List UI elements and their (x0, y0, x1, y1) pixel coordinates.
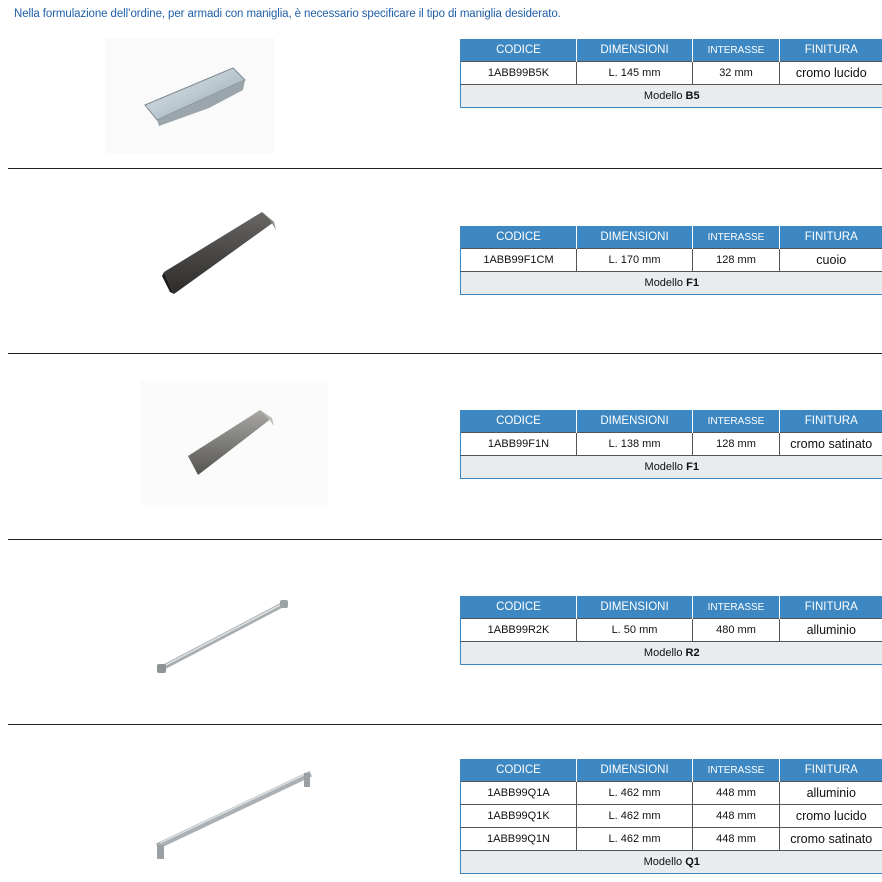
spec-table-b5 (460, 39, 882, 108)
spec-table-f1-satin (460, 410, 882, 479)
cell-finish: cromo lucido (780, 62, 882, 85)
table-header (461, 39, 882, 62)
cell-code: 1ABB99R2K (461, 619, 577, 642)
cell-finish: alluminio (780, 619, 882, 642)
spec-table-q1 (460, 759, 882, 874)
model-row (461, 85, 882, 108)
model-cell (461, 85, 882, 108)
cell-interasse: 128 mm (693, 249, 780, 272)
header-dimensioni: DIMENSIONI (577, 596, 693, 619)
header-finitura: FINITURA (780, 596, 882, 619)
header-finitura: FINITURA (780, 39, 882, 62)
model-cell (461, 272, 882, 295)
cell-dimension: L. 145 mm (577, 62, 693, 85)
header-codice: CODICE (461, 226, 577, 249)
handle-b5-image (105, 38, 275, 153)
model-name: R2 (685, 647, 700, 659)
table-row (461, 62, 882, 85)
table-row (461, 805, 882, 828)
model-label: Modello (644, 461, 684, 473)
table-row (461, 828, 882, 851)
header-interasse: INTERASSE (693, 39, 780, 62)
table-header (461, 596, 882, 619)
table-header (461, 226, 882, 249)
cell-interasse: 448 mm (693, 828, 780, 851)
cell-code: 1ABB99F1CM (461, 249, 577, 272)
cell-dimension: L. 170 mm (577, 249, 693, 272)
model-row (461, 851, 882, 874)
cell-interasse: 448 mm (693, 805, 780, 828)
cell-code: 1ABB99Q1A (461, 782, 577, 805)
spec-table-r2 (460, 596, 882, 665)
intro-text: Nella formulazione dell’ordine, per armadi con maniglia, è necessario specificare il tipo di maniglia desiderato. (14, 8, 561, 20)
cell-dimension: L. 462 mm (577, 782, 693, 805)
model-row (461, 272, 882, 295)
cell-code: 1ABB99B5K (461, 62, 577, 85)
model-row (461, 456, 882, 479)
handle-f1-leather-image (150, 200, 290, 300)
table-row (461, 782, 882, 805)
divider (8, 353, 882, 354)
cell-dimension: L. 50 mm (577, 619, 693, 642)
header-finitura: FINITURA (780, 226, 882, 249)
header-codice: CODICE (461, 759, 577, 782)
table-row (461, 619, 882, 642)
model-name: Q1 (685, 856, 700, 868)
cell-interasse: 448 mm (693, 782, 780, 805)
model-name: B5 (685, 90, 700, 102)
model-label: Modello (643, 647, 683, 659)
divider (8, 168, 882, 169)
header-codice: CODICE (461, 596, 577, 619)
cell-finish: cromo lucido (780, 805, 882, 828)
model-cell (461, 642, 882, 665)
divider (8, 724, 882, 725)
cell-finish: cuoio (780, 249, 882, 272)
header-interasse: INTERASSE (693, 759, 780, 782)
cell-code: 1ABB99Q1K (461, 805, 577, 828)
table-header (461, 759, 882, 782)
header-finitura: FINITURA (780, 759, 882, 782)
cell-finish: cromo satinato (780, 433, 882, 456)
header-interasse: INTERASSE (693, 596, 780, 619)
cell-interasse: 480 mm (693, 619, 780, 642)
header-dimensioni: DIMENSIONI (577, 39, 693, 62)
model-label: Modello (643, 856, 683, 868)
header-interasse: INTERASSE (693, 226, 780, 249)
cell-interasse: 128 mm (693, 433, 780, 456)
table-row (461, 249, 882, 272)
handle-r2-image (150, 590, 300, 685)
model-row (461, 642, 882, 665)
header-dimensioni: DIMENSIONI (577, 410, 693, 433)
cell-interasse: 32 mm (693, 62, 780, 85)
cell-code: 1ABB99Q1N (461, 828, 577, 851)
handle-f1-satin-image (140, 380, 328, 505)
cell-dimension: L. 462 mm (577, 828, 693, 851)
model-label: Modello (643, 90, 683, 102)
header-dimensioni: DIMENSIONI (577, 759, 693, 782)
handle-q1-image (150, 765, 320, 870)
cell-dimension: L. 138 mm (577, 433, 693, 456)
header-finitura: FINITURA (780, 410, 882, 433)
model-label: Modello (644, 277, 684, 289)
header-codice: CODICE (461, 410, 577, 433)
table-row (461, 433, 882, 456)
table-header (461, 410, 882, 433)
spec-table-f1-leather (460, 226, 882, 295)
cell-finish: alluminio (780, 782, 882, 805)
header-codice: CODICE (461, 39, 577, 62)
model-cell (461, 851, 882, 874)
header-dimensioni: DIMENSIONI (577, 226, 693, 249)
header-interasse: INTERASSE (693, 410, 780, 433)
model-cell (461, 456, 882, 479)
divider (8, 539, 882, 540)
model-name: F1 (686, 277, 699, 289)
model-name: F1 (686, 461, 699, 473)
cell-code: 1ABB99F1N (461, 433, 577, 456)
cell-finish: cromo satinato (780, 828, 882, 851)
cell-dimension: L. 462 mm (577, 805, 693, 828)
